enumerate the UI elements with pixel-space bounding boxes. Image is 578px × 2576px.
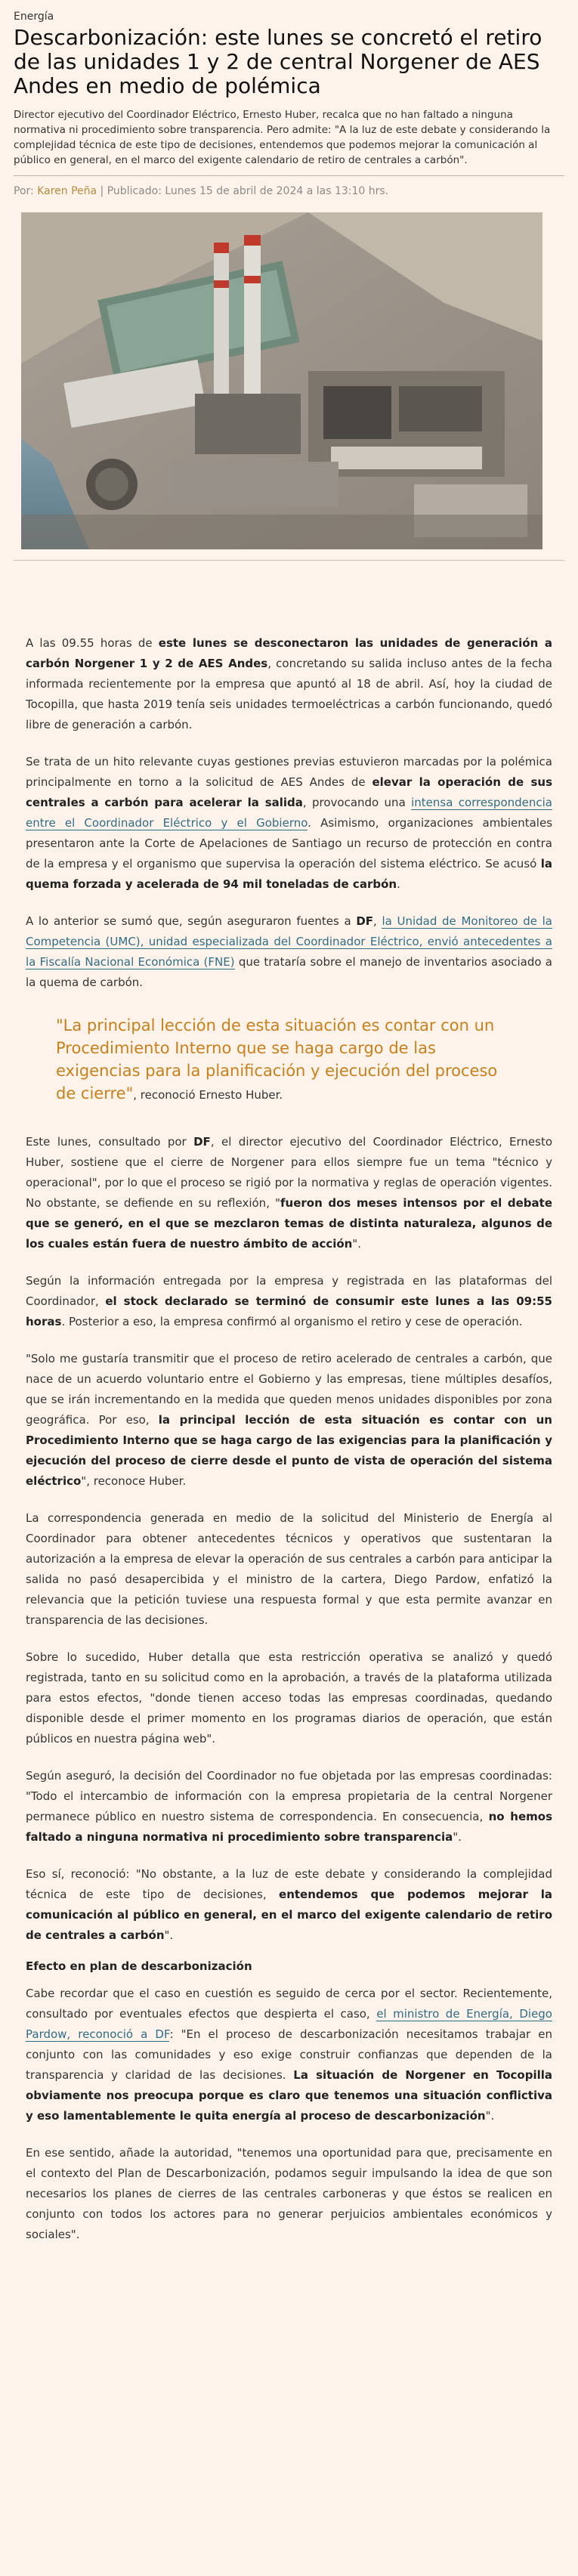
paragraph: A las 09.55 horas de este lunes se desconectaron las unidades de generación a carbón Norgener 1 y 2 de AES Andes, concretando su salida incluso antes de la fecha informada recientemente por la empresa que apuntó al 18 de abril. Así, hoy la ciudad de Tocopilla, que hasta 2019 tenía seis unidades termoeléctricas a carbón funcionando, quedó libre de generación a carbón. (26, 636, 552, 731)
byline-separator: | (97, 185, 107, 197)
umc-fne-link[interactable]: la Unidad de Monitoreo de la Competencia (UMC), unidad especializada del Coordinador Eléctrico, envió antecedentes a la Fiscalía Nacional Económica (FNE) (26, 914, 552, 969)
byline-prefix: Por: (14, 185, 38, 197)
quote-text: "La principal lección de esta situación es contar con un Procedimiento Interno que se haga cargo de las exigencias para la planificación y ejecución del proceso de cierre" (56, 1016, 498, 1102)
byline (14, 176, 564, 208)
paragraph: "Solo me gustaría transmitir que el proceso de retiro acelerado de centrales a carbón, que nace de un acuerdo voluntario entre el Gobierno y las empresas, tiene múltiples desafíos, que se irán incrementando en la medida que queden menos unidades disponibles por zona geográfica. Por eso, la principal lección de esta situación es contar con un Procedimiento Interno que se haga cargo de las exigencias para la planificación y ejecución del proceso de cierre desde el punto de vista de operación del sistema eléctrico", reconoce Huber. (26, 1352, 552, 1488)
author-link[interactable]: Karen Peña (37, 185, 97, 197)
paragraph: La correspondencia generada en medio de la solicitud del Ministerio de Energía al Coordinador para obtener antecedentes técnicos y operativos que sustentaran la autorización a la empresa de elevar la operación de sus centrales a carbón para anticipar la salida no pasó desapercibida y el ministro de la cartera, Diego Pardow, enfatizó la relevancia que la petición tuviese una respuesta formal y que esta permite avanzar en transparencia de las decisiones. (26, 1511, 552, 1627)
paragraph: Se trata de un hito relevante cuyas gestiones previas estuvieron marcadas por la polémica principalmente en torno a la solicitud de AES Andes de elevar la operación de sus centrales a carbón para acelerar la salida, provocando una intensa correspondencia entre el Coordinador Eléctrico y el Gobierno. Asimismo, organizaciones ambientales presentaron ante la Corte de Apelaciones de Santiago un recurso de protección en contra de la empresa y el organismo que supervisa la operación del sistema eléctrico. Se acusó la quema forzada y acelerada de 94 mil toneladas de carbón. (26, 755, 553, 891)
publish-date: Publicado: Lunes 15 de abril de 2024 a las 13:10 hrs. (107, 185, 389, 197)
quote-attribution: , reconoció Ernesto Huber. (133, 1088, 283, 1102)
section-label[interactable]: Energía (14, 11, 54, 23)
paragraph: En ese sentido, añade la autoridad, "tenemos una oportunidad para que, precisamente en el contexto del Plan de Descarbonización, podamos seguir impulsando la idea de que son necesarios los planes de cierres de las centrales carboneras y que éstos se realicen en conjunto con todos los actores para no generar perjuicios ambientales económicos y sociales". (26, 2146, 552, 2241)
article-body (0, 561, 578, 2292)
minister-link[interactable]: el ministro de Energía, Diego Pardow, reconoció a DF (26, 2007, 552, 2041)
paragraph: Sobre lo sucedido, Huber detalla que esta restricción operativa se analizó y quedó registrada, tanto en su solicitud como en la aprobación, a través de la plataforma utilizada para estos efectos, "donde tienen acceso todas las empresas coordinadas, quedando disponible desde el primer momento en los programas diarios de operación, que están públicos en nuestra página web". (26, 1650, 552, 1746)
power-plant-photo (21, 212, 542, 549)
paragraph: A lo anterior se sumó que, según aseguraron fuentes a DF, la Unidad de Monitoreo de la Competencia (UMC), unidad especializada del Coordinador Eléctrico, envió antecedentes a la Fiscalía Nacional Económica (FNE) que trataría sobre el manejo de inventarios asociado a la quema de carbón. (26, 914, 552, 989)
paragraph: Según la información entregada por la empresa y registrada en las plataformas del Coordinador, el stock declarado se terminó de consumir este lunes a las 09:55 horas. Posterior a eso, la empresa confirmó al organismo el retiro y cese de operación. (26, 1274, 552, 1328)
article-lead: Director ejecutivo del Coordinador Eléctrico, Ernesto Huber, recalca que no han faltado a ninguna normativa ni procedimiento sobre transparencia. Pero admite: "A la luz de este debate y considerando la complejidad técnica de este tipo de decisiones, entendemos que podemos mejorar la comunicación al público en general, en el marco del exigente calendario de retiro de centrales a carbón". (14, 109, 551, 166)
pull-quote (26, 1010, 552, 1112)
subheading: Efecto en plan de descarbonización (26, 1959, 252, 1973)
paragraph: Eso sí, reconoció: "No obstante, a la luz de este debate y considerando la complejidad técnica de este tipo de decisiones, entendemos que podemos mejorar la comunicación al público en general, en el marco del exigente calendario de retiro de centrales a carbón". (26, 1867, 553, 1942)
correspondence-link[interactable]: intensa correspondencia entre el Coordinador Eléctrico y el Gobierno (26, 796, 552, 830)
paragraph: Según aseguró, la decisión del Coordinador no fue objetada por las empresas coordinadas: "Todo el intercambio de información con la empresa propietaria de la central Norgener permanece público en nuestro sistema de correspondencia. En consecuencia, no hemos faltado a ninguna normativa ni procedimiento sobre transparencia". (26, 1769, 552, 1844)
paragraph: Cabe recordar que el caso en cuestión es seguido de cerca por el sector. Recientemente, consultado por eventuales efectos que despierta el caso, el ministro de Energía, Diego Pardow, reconoció a DF: "En el proceso de descarbonización necesitamos trabajar en conjunto con las comunidades y eso exige construir confianzas que dependen de la transparencia y claridad de las decisiones. La situación de Norgener en Tocopilla obviamente nos preocupa porque es claro que tenemos una situación conflictiva y eso lamentablemente le quita energía al proceso de descarbonización". (26, 1987, 552, 2123)
paragraph: Este lunes, consultado por DF, el director ejecutivo del Coordinador Eléctrico, Ernesto Huber, sostiene que el cierre de Norgener para ellos siempre fue un tema "técnico y operacional", por lo que el proceso se rigió por la normativa y reglas de operación vigentes. No obstante, se defiende en su reflexión, "fueron dos meses intensos por el debate que se generó, en el que se mezclaron temas de distinta naturaleza, algunos de los cuales están fuera de nuestro ámbito de acción". (26, 1135, 552, 1251)
article-title: Descarbonización: este lunes se concretó el retiro de las unidades 1 y 2 de central Norgener de AES Andes en medio de polémica (14, 25, 542, 98)
